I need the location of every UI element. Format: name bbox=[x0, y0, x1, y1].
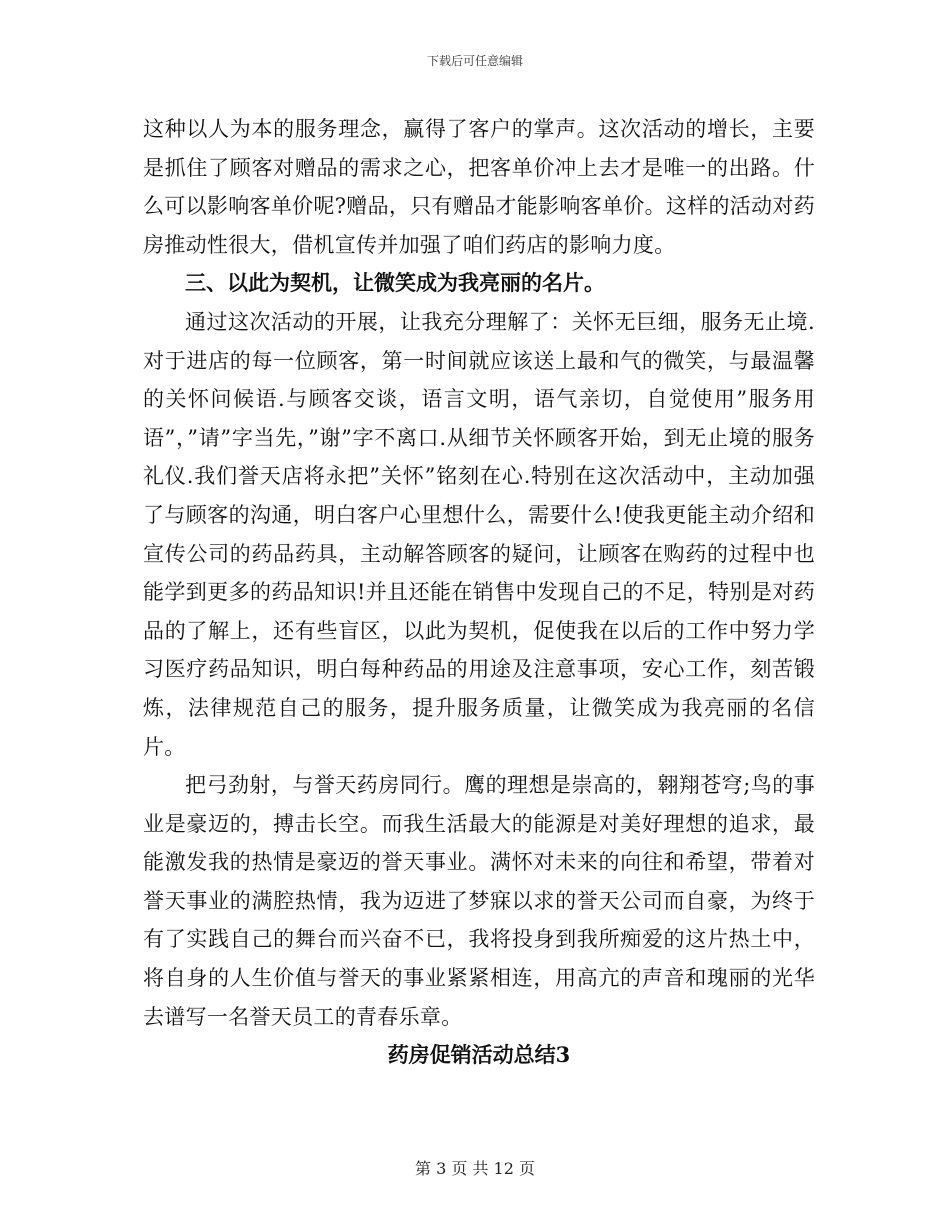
document-title: 药房促销活动总结3 bbox=[387, 1042, 571, 1068]
paragraph-service: 通过这次活动的开展，让我充分理解了：关怀无巨细，服务无止境.对于进店的每一位顾客，第一时间就应该送上最和气的微笑，与最温馨的关怀问候语.与顾客交谈，语言文明，语气亲切，自觉使用”服务用语”，”请”字当先，”谢”字不离口.从细节关怀顾客开始，到无止境的服务礼仪.我们誉天店将永把”关怀”铭刻在心.特别在这次活动中，主动加强了与顾客的沟通，明白客户心里想什么，需要什么!使我更能主动介绍和宣传公司的药品药具，主动解答顾客的疑问，让顾客在购药的过程中也能学到更多的药品知识!并且还能在销售中发现自己的不足，特别是对药品的了解上，还有些盲区，以此为契机，促使我在以后的工作中努力学习医疗药品知识，明白每种药品的用途及注意事项，安心工作，刻苦锻炼，法律规范自己的服务，提升服务质量，让微笑成为我亮丽的名信片。 bbox=[143, 309, 815, 759]
page-number: 第 3 页 共 12 页 bbox=[415, 1159, 535, 1178]
section-heading: 三、以此为契机，让微笑成为我亮丽的名片。 bbox=[185, 270, 605, 296]
page-header: 下载后可任意编辑 bbox=[426, 54, 523, 68]
paragraph-intro: 这种以人为本的服务理念，赢得了客户的掌声。这次活动的增长，主要是抓住了顾客对赠品的需求之心，把客单价冲上去才是唯一的出路。什么可以影响客单价呢?赠品，只有赠品才能影响客单价。这样的活动对药房推动性很大，借机宣传并加强了咱们药店的影响力度。 bbox=[143, 117, 815, 257]
document-body bbox=[143, 110, 815, 1075]
paragraph-aspiration: 把弓劲射，与誉天药房同行。鹰的理想是崇高的，翱翔苍穹;鸟的事业是豪迈的，搏击长空。而我生活最大的能源是对美好理想的追求，最能激发我的热情是豪迈的誉天事业。满怀对未来的向往和希望，带着对誉天事业的满腔热情，我为迈进了梦寐以求的誉天公司而自豪，为终于有了实践自己的舞台而兴奋不已，我将投身到我所痴爱的这片热土中，将自身的人生价值与誉天的事业紧紧相连，用高亢的声音和瑰丽的光华去谱写一名誉天员工的青春乐章。 bbox=[143, 773, 815, 1029]
